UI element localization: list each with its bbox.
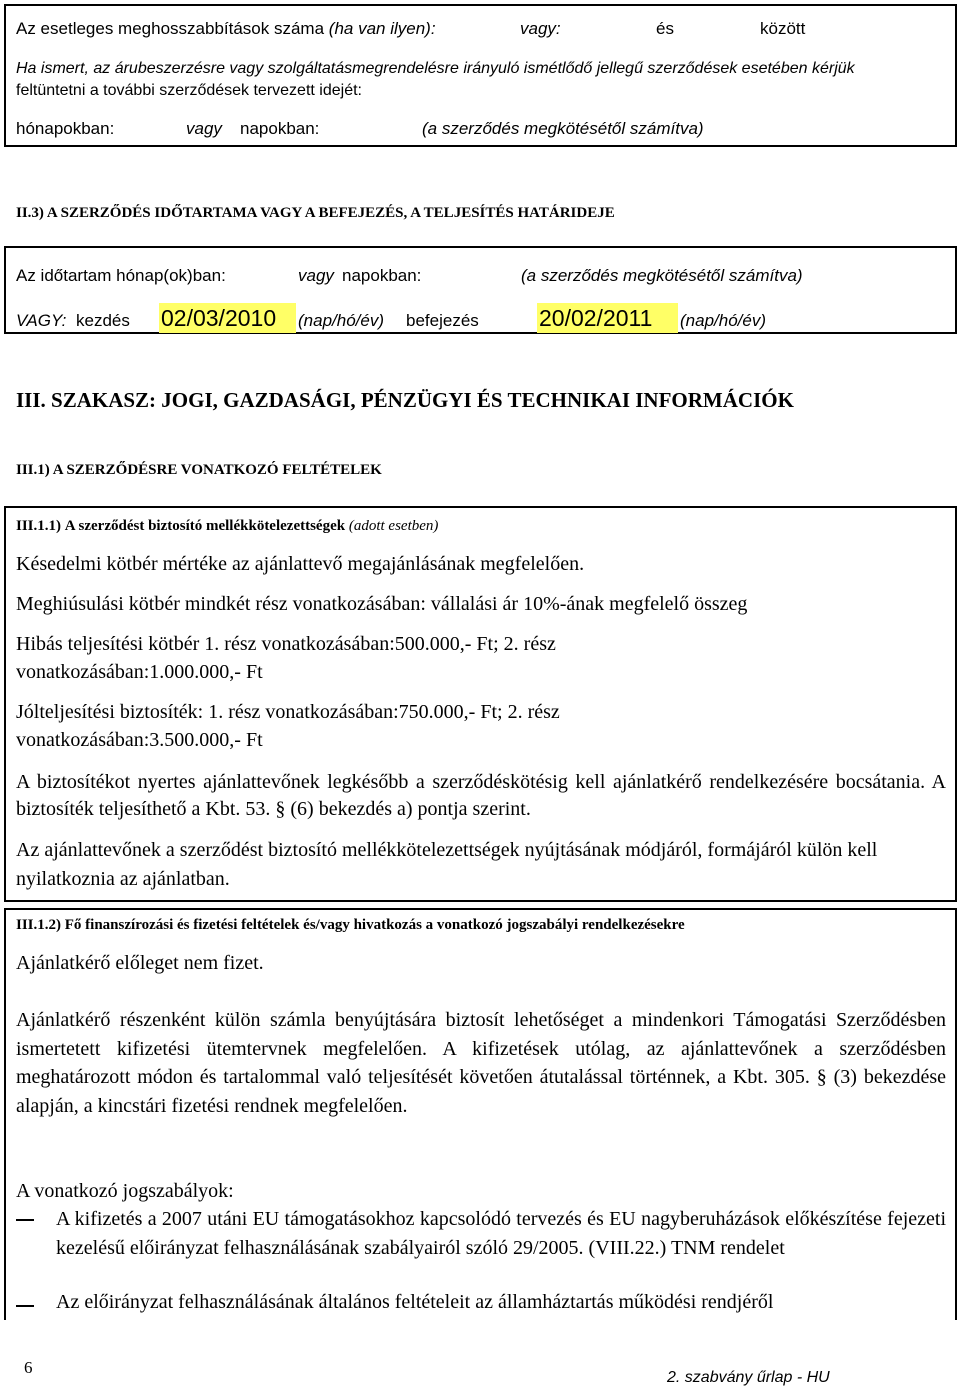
bullet-dash-1 [16, 1219, 34, 1221]
extension-vagy: vagy: [520, 19, 561, 38]
duration-counted-note: (a szerződés megkötésétől számítva) [521, 266, 803, 285]
recurring-months-label: hónapokban: [16, 119, 115, 138]
no-advance-text: Ajánlatkérő előleget nem fizet. [16, 952, 264, 974]
duration-days-label: napokban: [342, 266, 422, 285]
extension-kozott: között [760, 19, 806, 38]
legislation-label: A vonatkozó jogszabályok: [16, 1180, 234, 1202]
duration-box [4, 246, 957, 334]
start-date-format: (nap/hó/év) [298, 311, 384, 330]
invoicing-text: Ajánlatkérő részenként külön számla benyújtására biztosít lehetőséget a mindenkori Támogatási Szerződésben ismertetett kifizetési ütemtervnek megfelelően. A kifizetések utólag, az ajánlattevőnek a szerződésben meghatározott módon és tartalommal való teljesítését követően átutalással történnek, a Kbt. 305. § (3) bekezdése alapján, a kincstári fizetési rendnek megfelelően. [16, 1009, 946, 1117]
section-iii1-heading: III.1) A SZERZŐDÉSRE VONATKOZÓ FELTÉTELEK [16, 462, 382, 478]
start-label: kezdés [76, 311, 130, 330]
financing-heading: III.1.2) Fő finanszírozási és fizetési feltételek és/vagy hivatkozás a vonatkozó jogszabályi rendelkezésekre [16, 917, 685, 933]
start-date: 02/03/2010 [159, 303, 296, 333]
section-iii-heading: III. SZAKASZ: JOGI, GAZDASÁGI, PÉNZÜGYI ÉS TECHNIKAI INFORMÁCIÓK [16, 388, 794, 412]
late-penalty-text: Késedelmi kötbér mértéke az ajánlattevő megajánlásának megfelelően. [16, 553, 585, 575]
section-ii3-heading: II.3) A SZERZŐDÉS IDŐTARTAMA VAGY A BEFEJEZÉS, A TELJESÍTÉS HATÁRIDEJE [16, 205, 615, 221]
recurring-note-line2: feltüntetni a további szerződések tervezett idejét: [16, 82, 362, 99]
end-label: befejezés [406, 311, 479, 330]
defect-penalty-line2: vonatkozásában:1.000.000,- Ft [16, 661, 263, 683]
form-id: 2. szabvány űrlap - HU [667, 1369, 830, 1386]
recurring-vagy: vagy [186, 119, 222, 138]
recurring-note-line1: Ha ismert, az árubeszerzésre vagy szolgáltatásmegrendelésre irányuló ismétlődő jellegű szerződések esetében kérjük [16, 60, 855, 77]
recurring-counted-note: (a szerződés megkötésétől számítva) [422, 119, 704, 138]
dates-vagy: VAGY: [16, 311, 67, 330]
end-date-format: (nap/hó/év) [680, 311, 766, 330]
extension-es: és [656, 19, 674, 38]
bullet-dash-2 [16, 1305, 34, 1307]
extension-count-label: Az esetleges meghosszabbítások száma (ha van ilyen): [16, 19, 436, 38]
guarantee-deadline-text: A biztosítékot nyertes ajánlattevőnek legkésőbb a szerződéskötésig kell ajánlatkérő rendelkezésére bocsátania. A biztosíték teljesíthető a Kbt. 53. § (6) bekezdés a) pontja szerint. [16, 771, 946, 820]
page-number: 6 [24, 1358, 33, 1377]
duration-months-label: Az időtartam hónap(ok)ban: [16, 266, 226, 285]
end-date: 20/02/2011 [537, 303, 678, 333]
failure-penalty-text: Meghiúsulási kötbér mindkét rész vonatkozásában: vállalási ár 10%-ának megfelelő összeg [16, 593, 748, 615]
performance-bond-line2: vonatkozásában:3.500.000,- Ft [16, 729, 263, 751]
defect-penalty-line1: Hibás teljesítési kötbér 1. rész vonatkozásában:500.000,- Ft; 2. rész [16, 633, 556, 655]
guarantee-declaration-text: Az ajánlattevőnek a szerződést biztosító mellékkötelezettségek nyújtásának módjáról, formájáról külön kell nyilatkoznia az ajánlatban. [16, 839, 878, 890]
duration-vagy: vagy [298, 266, 334, 285]
performance-bond-line1: Jólteljesítési biztosíték: 1. rész vonatkozásában:750.000,- Ft; 2. rész [16, 701, 560, 723]
recurring-days-label: napokban: [240, 119, 320, 138]
legislation-item-2: Az előirányzat felhasználásának általános feltételeit az államháztartás működési rendjéről [56, 1291, 774, 1313]
legislation-item-1: A kifizetés a 2007 utáni EU támogatásokhoz kapcsolódó tervezés és EU nagyberuházások előkészítése fejezeti kezelésű előirányzat felhasználásának szabályairól szóló 29/2005. (VIII.22.) TNM rendelet [56, 1208, 946, 1259]
guarantees-heading: III.1.1) A szerződést biztosító mellékkötelezettségek (adott esetben) [16, 518, 439, 534]
